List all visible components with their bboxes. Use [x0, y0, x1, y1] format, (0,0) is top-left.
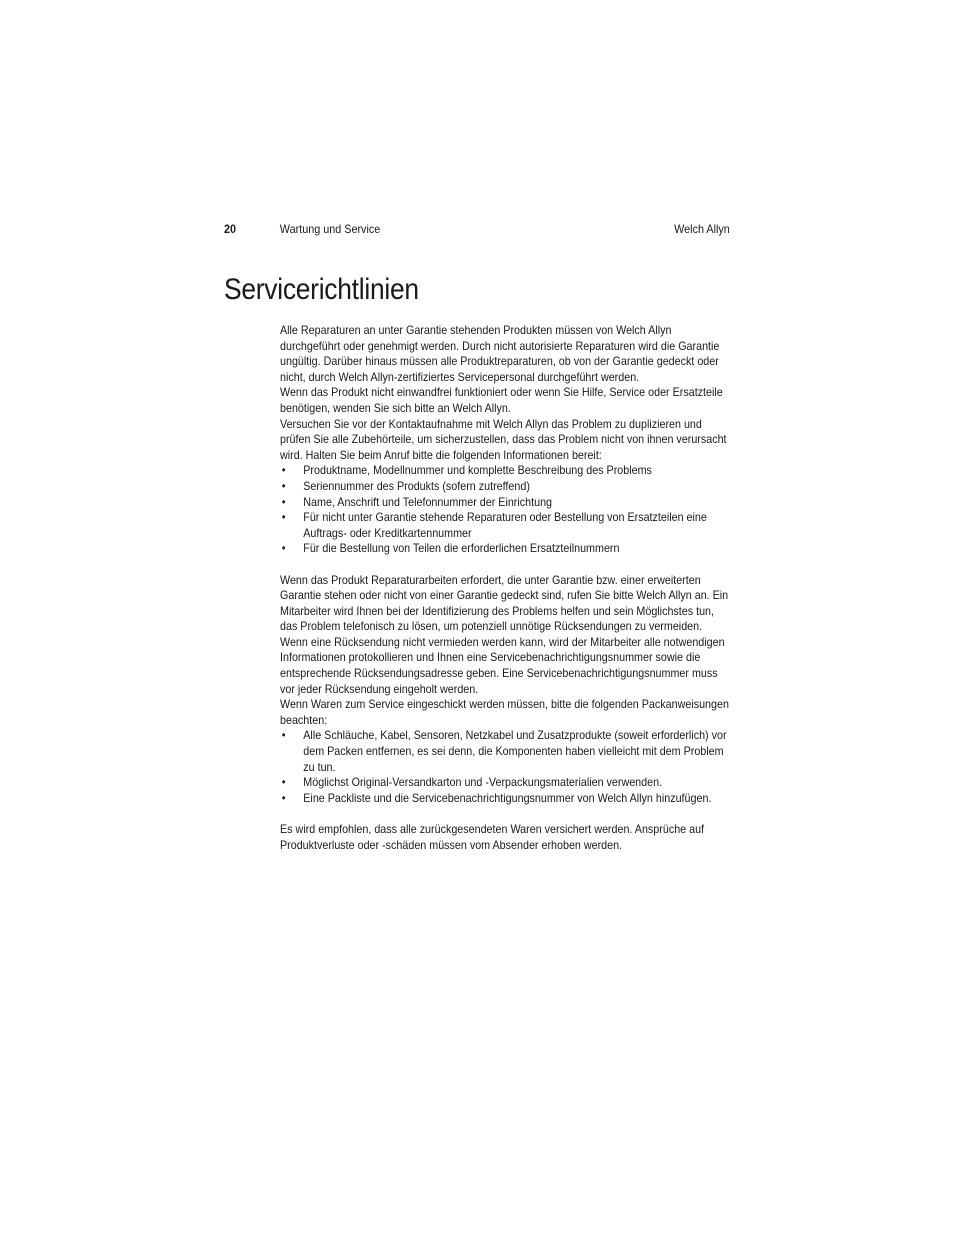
paragraph-before-call: Versuchen Sie vor der Kontaktaufnahme mit Welch Allyn das Problem zu duplizieren und prüfen Sie alle Zubehörteile, um sicherzustellen, dass das Problem nicht von ihnen verursacht wird. Halten Sie beim Anruf bitte die folgenden Informationen bereit:	[280, 416, 727, 462]
list-item: • Alle Schläuche, Kabel, Sensoren, Netzkabel und Zusatzprodukte (soweit erforderlich) vor dem Packen entfernen, es sei denn, die Komponenten haben vielleicht mit dem Problem zu tun.	[281, 728, 727, 774]
paragraph-repair-call: Wenn das Produkt Reparaturarbeiten erfordert, die unter Garantie bzw. einer erweiterten Garantie stehen oder nicht von einer Garantie gedeckt sind, rufen Sie bitte Welch Allyn an. Ein Mitarbeiter wird Ihnen bei der Identifizierung des Problems helfen und sein Möglichstes tun, das Problem telefonisch zu lösen, um potenziell unnötige Rücksendungen zu vermeiden.	[280, 572, 729, 634]
bullet: •	[281, 728, 286, 743]
bullet: •	[281, 494, 286, 509]
bullet: •	[281, 463, 286, 478]
brand-name: Welch Allyn	[674, 222, 730, 236]
list-item: • Produktname, Modellnummer und komplette Beschreibung des Problems	[281, 463, 652, 478]
list-item: • Für nicht unter Garantie stehende Reparaturen oder Bestellung von Ersatzteilen eine Auftrags- oder Kreditkartennummer	[281, 510, 707, 540]
packing-list	[280, 728, 731, 806]
paragraph-packing-intro: Wenn Waren zum Service eingeschickt werden müssen, bitte die folgenden Packanweisungen beachten:	[280, 697, 729, 727]
list-item: • Eine Packliste und die Servicebenachrichtigungsnummer von Welch Allyn hinzufügen.	[281, 790, 712, 805]
spacer	[280, 806, 731, 822]
paragraph-contact: Wenn das Produkt nicht einwandfrei funktioniert oder wenn Sie Hilfe, Service oder Ersatzteile benötigen, wenden Sie sich bitte an Welch Allyn.	[280, 385, 723, 415]
paragraph-insurance: Es wird empfohlen, dass alle zurückgesendeten Waren versichert werden. Ansprüche auf Produktverluste oder -schäden müssen vom Absender erhoben werden.	[280, 822, 705, 852]
page-title: Servicerichtlinien	[224, 273, 419, 306]
bullet: •	[281, 790, 286, 805]
list-item: • Möglichst Original-Versandkarton und -Verpackungsmaterialien verwenden.	[281, 775, 663, 790]
info-list	[280, 463, 731, 557]
bullet: •	[281, 510, 286, 525]
list-item: • Name, Anschrift und Telefonnummer der Einrichtung	[281, 494, 553, 509]
spacer	[280, 557, 731, 573]
page-number: 20	[224, 222, 237, 236]
bullet: •	[281, 541, 286, 556]
running-header	[224, 221, 730, 239]
bullet: •	[281, 775, 286, 790]
paragraph-warranty-repairs: Alle Reparaturen an unter Garantie stehenden Produkten müssen von Welch Allyn durchgeführt oder genehmigt werden. Durch nicht autorisierte Reparaturen wird die Garantie ungültig. Darüber hinaus müssen alle Produktreparaturen, ob von der Garantie gedeckt oder nicht, durch Welch Allyn-zertifiziertes Servicepersonal durchgeführt werden.	[280, 323, 720, 384]
list-item: • Für die Bestellung von Teilen die erforderlichen Ersatzteilnummern	[281, 541, 620, 556]
bullet: •	[281, 478, 286, 493]
section-name: Wartung und Service	[279, 222, 381, 236]
body-content	[280, 323, 731, 853]
paragraph-return: Wenn eine Rücksendung nicht vermieden werden kann, wird der Mitarbeiter alle notwendigen Informationen protokollieren und Ihnen eine Servicebenachrichtigungsnummer sowie die entsprechende Rücksendungsadresse geben. Eine Servicebenachrichtigungsnummer muss vor jeder Rücksendung eingeholt werden.	[280, 634, 725, 696]
list-item: • Seriennummer des Produkts (sofern zutreffend)	[281, 478, 530, 493]
